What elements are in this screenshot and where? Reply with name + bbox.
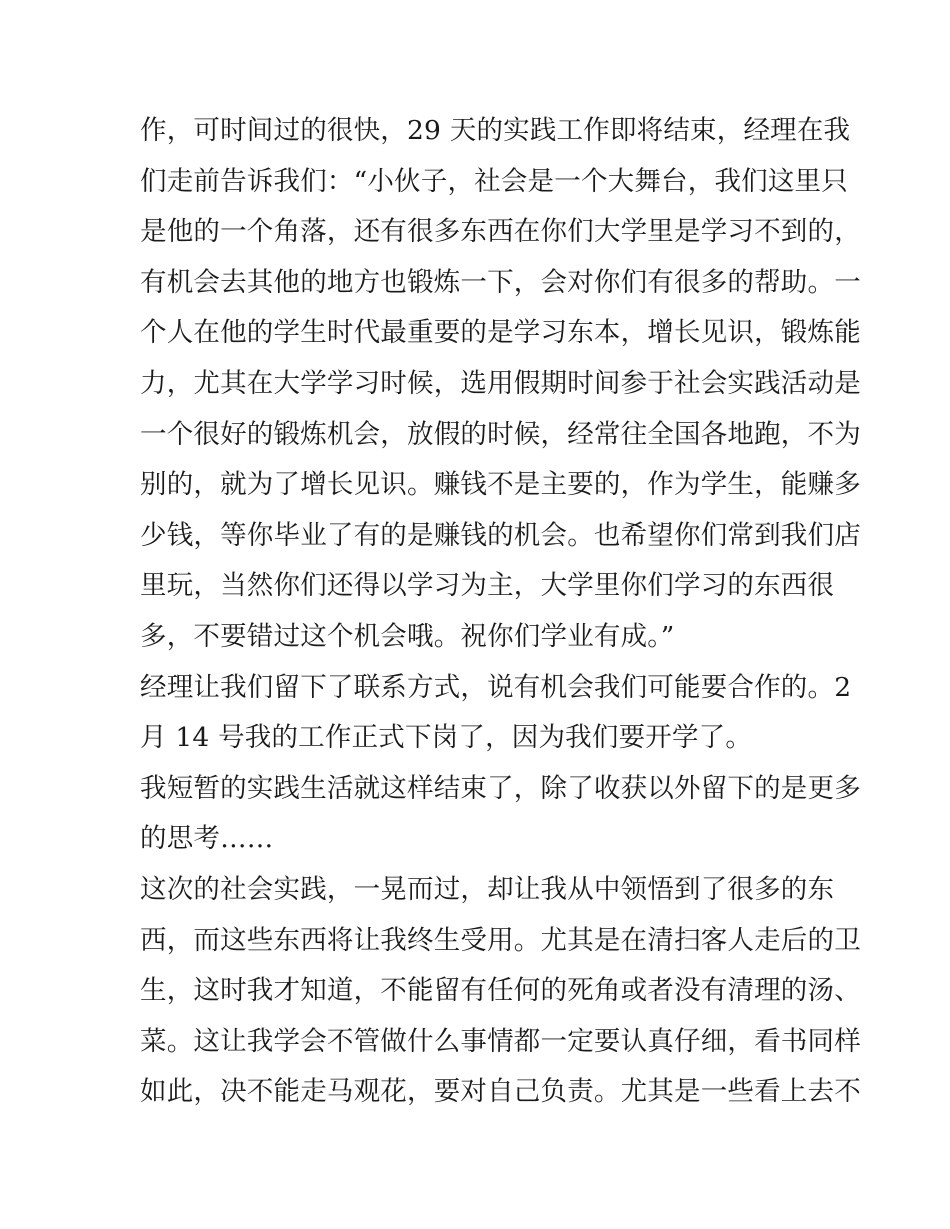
text-line: 多，不要错过这个机会哦。祝你们学业有成。” [140, 620, 675, 652]
text-line: 这次的社会实践，一晃而过，却让我从中领悟到了很多的东 [140, 873, 835, 905]
text-line: 生，这时我才知道，不能留有任何的死角或者没有清理的汤、 [140, 975, 861, 1007]
text-line: 的思考…… [140, 823, 274, 855]
text-line: 有机会去其他的地方也锻炼一下，会对你们有很多的帮助。一 [140, 266, 861, 298]
text-line: 们走前告诉我们：“小伙子，社会是一个大舞台，我们这里只 [140, 165, 848, 197]
text-line: 作，可时间过的很快，29 天的实践工作即将结束，经理在我 [140, 115, 851, 146]
text-line: 西，而这些东西将让我终生受用。尤其是在清扫客人走后的卫 [140, 924, 861, 956]
text-line: 菜。这让我学会不管做什么事情都一定要认真仔细，看书同样 [140, 1025, 861, 1057]
text-line: 如此，决不能走马观花，要对自己负责。尤其是一些看上去不 [140, 1076, 861, 1108]
text-line: 月 14 号我的工作正式下岗了，因为我们要开学了。 [140, 722, 753, 754]
text-line: 我短暂的实践生活就这样结束了，除了收获以外留下的是更多 [140, 772, 861, 804]
text-line: 个人在他的学生时代最重要的是学习东本，增长见识，锻炼能 [140, 317, 861, 349]
text-line: 力，尤其在大学学习时候，选用假期时间参于社会实践活动是 [140, 367, 861, 399]
text-line: 经理让我们留下了联系方式，说有机会我们可能要合作的。2 [140, 671, 852, 703]
text-line: 别的，就为了增长见识。赚钱不是主要的，作为学生，能赚多 [140, 469, 861, 501]
text-line: 一个很好的锻炼机会，放假的时候，经常往全国各地跑，不为 [140, 418, 861, 450]
body-text [140, 106, 861, 1118]
text-line: 里玩，当然你们还得以学习为主，大学里你们学习的东西很 [140, 570, 835, 602]
text-line: 少钱，等你毕业了有的是赚钱的机会。也希望你们常到我们店 [140, 519, 861, 551]
text-line: 是他的一个角落，还有很多东西在你们大学里是学习不到的， [140, 216, 861, 248]
